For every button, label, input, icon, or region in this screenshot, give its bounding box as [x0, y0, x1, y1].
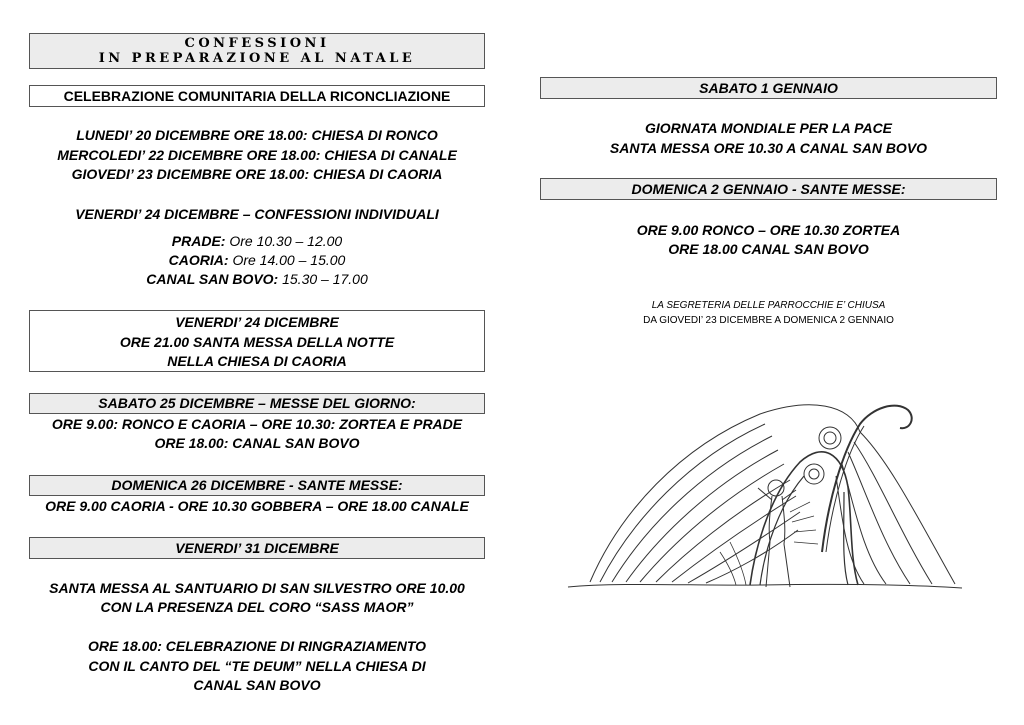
- sabato1-line-2: SANTA MESSA ORE 10.30 A CANAL SAN BOVO: [609, 140, 928, 156]
- confessioni-caoria-place: CAORIA:: [168, 252, 229, 268]
- sabato25-line-2: ORE 18.00: CANAL SAN BOVO: [154, 435, 360, 451]
- venerdi31-line-1: SANTA MESSA AL SANTUARIO DI SAN SILVESTRO ORE 10.00: [49, 580, 465, 596]
- venerdi31-line-5: CANAL SAN BOVO: [193, 677, 321, 693]
- confessioni-caoria-time: Ore 14.00 – 15.00: [228, 252, 346, 268]
- confessioni-prade-place: PRADE:: [171, 233, 226, 249]
- title-line-1: CONFESSIONI: [184, 36, 330, 51]
- sabato25-line-1: ORE 9.00: RONCO E CAORIA – ORE 10.30: ZORTEA E PRADE: [51, 416, 463, 432]
- domenica26-header: DOMENICA 26 DICEMBRE - SANTE MESSE:: [29, 475, 485, 496]
- domenica26-line: ORE 9.00 CAORIA - ORE 10.30 GOBBERA – ORE 18.00 CANALE: [45, 498, 469, 514]
- segreteria-line-1: LA SEGRETERIA DELLE PARROCCHIE E’ CHIUSA: [651, 300, 886, 311]
- confessioni-canal-place: CANAL SAN BOVO:: [146, 271, 279, 287]
- confessioni-prade-time: Ore 10.30 – 12.00: [225, 233, 343, 249]
- confessioni-canal-time: 15.30 – 17.00: [278, 271, 368, 287]
- venerdi31-header: VENERDI’ 31 DICEMBRE: [29, 537, 485, 559]
- celebrazione-header: CELEBRAZIONE COMUNITARIA DELLA RICONCLIAZIONE: [29, 85, 485, 107]
- domenica2-header: DOMENICA 2 GENNAIO - SANTE MESSE:: [540, 178, 997, 200]
- sabato1-line-1: GIORNATA MONDIALE PER LA PACE: [644, 120, 893, 136]
- venerdi31-line-4: CON IL CANTO DEL “TE DEUM” NELLA CHIESA DI: [88, 658, 426, 674]
- confessioni-prade: [29, 232, 485, 252]
- notte-box: [29, 310, 485, 372]
- celebrazione-line-1: LUNEDI’ 20 DICEMBRE ORE 18.00: CHIESA DI RONCO: [76, 127, 438, 143]
- sabato25-header: SABATO 25 DICEMBRE – MESSE DEL GIORNO:: [29, 393, 485, 414]
- notte-line-2: ORE 21.00 SANTA MESSA DELLA NOTTE: [119, 333, 395, 350]
- domenica2-line-1: ORE 9.00 RONCO – ORE 10.30 ZORTEA: [636, 222, 901, 238]
- sabato1-header: SABATO 1 GENNAIO: [540, 77, 997, 99]
- confessioni-caoria: [29, 251, 485, 271]
- notte-line-1: VENERDI’ 24 DICEMBRE: [175, 314, 339, 330]
- title-line-2: IN PREPARAZIONE AL NATALE: [98, 51, 416, 66]
- nativity-drawing: [560, 392, 970, 597]
- segreteria-line-2: DA GIOVEDI’ 23 DICEMBRE A DOMENICA 2 GENNAIO: [643, 315, 894, 326]
- domenica2-line-2: ORE 18.00 CANAL SAN BOVO: [668, 241, 869, 257]
- celebrazione-line-2: MERCOLEDI’ 22 DICEMBRE ORE 18.00: CHIESA DI CANALE: [57, 147, 457, 163]
- confessioni-canal: [29, 270, 485, 290]
- venerdi24-confessioni: VENERDI’ 24 DICEMBRE – CONFESSIONI INDIVIDUALI: [75, 206, 439, 222]
- venerdi31-line-3: ORE 18.00: CELEBRAZIONE DI RINGRAZIAMENTO: [87, 638, 427, 654]
- notte-line-3: NELLA CHIESA DI CAORIA: [167, 353, 347, 369]
- venerdi31-line-2: CON LA PRESENZA DEL CORO “SASS MAOR”: [100, 599, 414, 615]
- page-title: [29, 33, 485, 69]
- celebrazione-line-3: GIOVEDI’ 23 DICEMBRE ORE 18.00: CHIESA DI CAORIA: [71, 166, 443, 182]
